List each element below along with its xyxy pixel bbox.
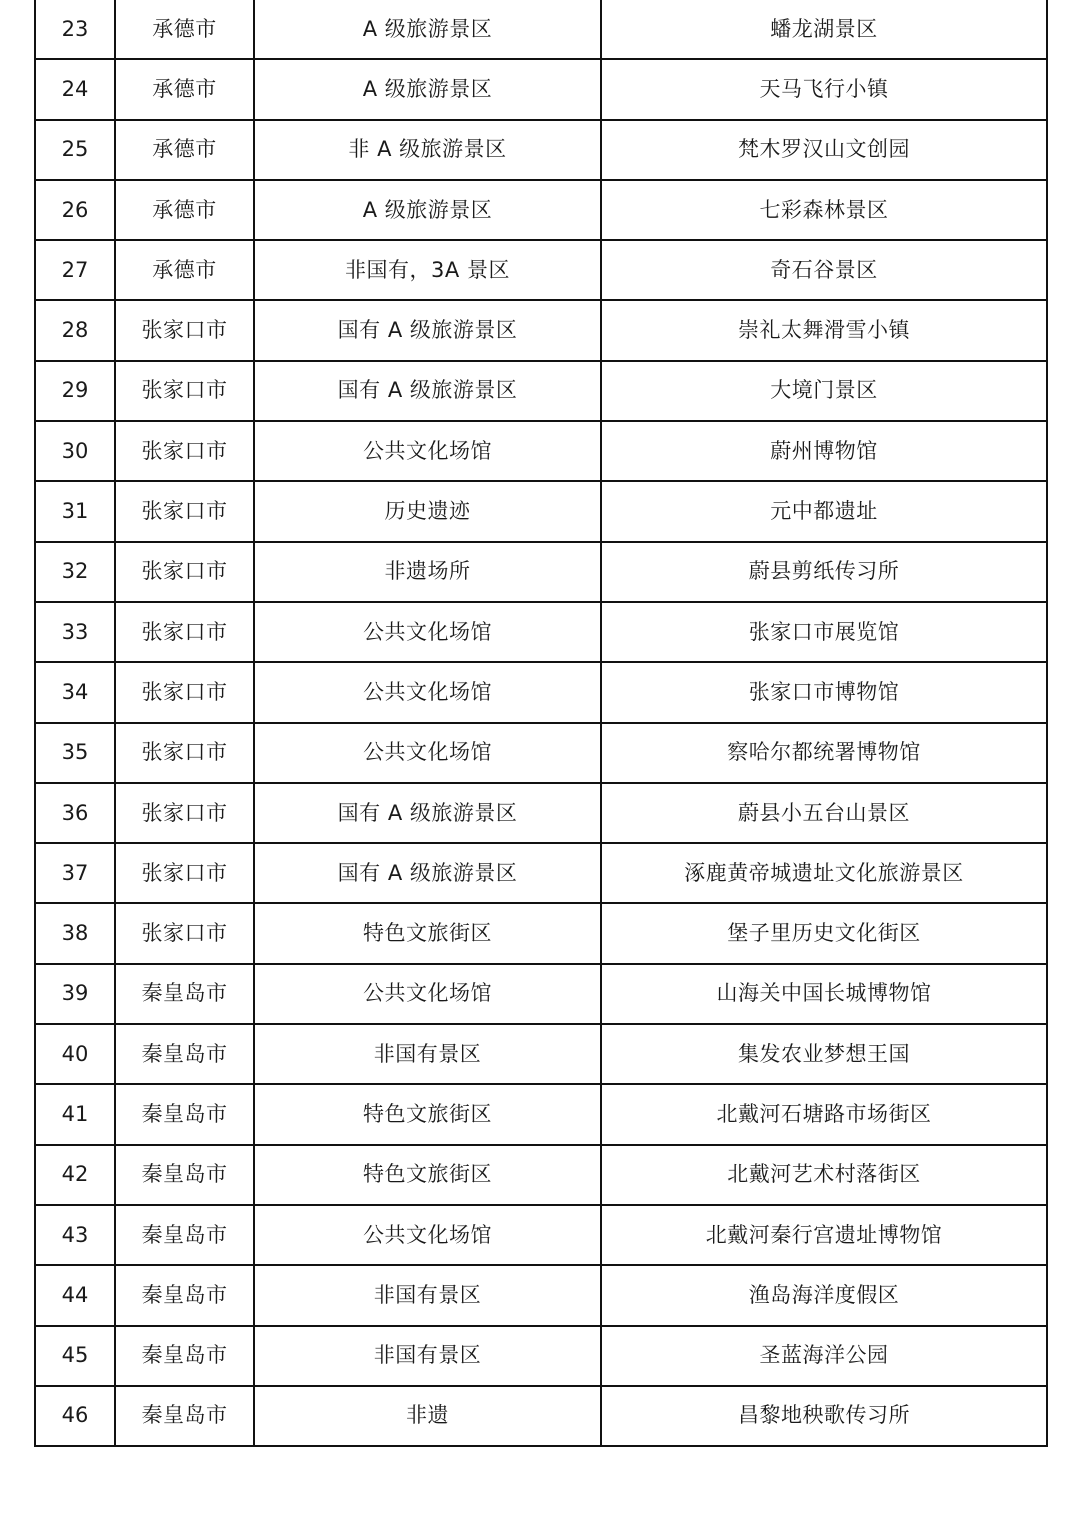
venue-name-cell: 梵木罗汉山文创园	[601, 120, 1047, 180]
table-row	[35, 361, 1047, 421]
row-number: 38	[35, 903, 115, 963]
row-number: 40	[35, 1024, 115, 1084]
city-cell: 承德市	[115, 59, 254, 119]
table-row	[35, 783, 1047, 843]
venue-name-cell: 集发农业梦想王国	[601, 1024, 1047, 1084]
venue-type-cell: 特色文旅街区	[254, 1084, 601, 1144]
city-cell: 张家口市	[115, 662, 254, 722]
venue-type-cell: A 级旅游景区	[254, 0, 601, 59]
city-cell: 承德市	[115, 240, 254, 300]
city-cell: 秦皇岛市	[115, 964, 254, 1024]
venue-name-cell: 蔚县小五台山景区	[601, 783, 1047, 843]
table-row	[35, 180, 1047, 240]
table-row	[35, 0, 1047, 59]
row-number: 30	[35, 421, 115, 481]
venue-type-cell: 非遗场所	[254, 542, 601, 602]
row-number: 34	[35, 662, 115, 722]
table-row	[35, 1265, 1047, 1325]
city-cell: 秦皇岛市	[115, 1386, 254, 1446]
city-cell: 张家口市	[115, 602, 254, 662]
venue-type-cell: 国有 A 级旅游景区	[254, 783, 601, 843]
table-row	[35, 481, 1047, 541]
table-row	[35, 1205, 1047, 1265]
table-row	[35, 240, 1047, 300]
venue-name-cell: 张家口市展览馆	[601, 602, 1047, 662]
table-row	[35, 421, 1047, 481]
row-number: 44	[35, 1265, 115, 1325]
table-row	[35, 903, 1047, 963]
venue-type-cell: 特色文旅街区	[254, 903, 601, 963]
city-cell: 张家口市	[115, 843, 254, 903]
venue-name-cell: 七彩森林景区	[601, 180, 1047, 240]
city-cell: 秦皇岛市	[115, 1205, 254, 1265]
city-cell: 张家口市	[115, 723, 254, 783]
venue-type-cell: 公共文化场馆	[254, 421, 601, 481]
row-number: 31	[35, 481, 115, 541]
venue-type-cell: 公共文化场馆	[254, 723, 601, 783]
venue-type-cell: 公共文化场馆	[254, 964, 601, 1024]
venue-type-cell: 非国有，3A 景区	[254, 240, 601, 300]
venue-name-cell: 北戴河秦行宫遗址博物馆	[601, 1205, 1047, 1265]
city-cell: 秦皇岛市	[115, 1084, 254, 1144]
table-body	[35, 0, 1047, 1446]
row-number: 26	[35, 180, 115, 240]
city-cell: 秦皇岛市	[115, 1326, 254, 1386]
city-cell: 张家口市	[115, 361, 254, 421]
venue-name-cell: 山海关中国长城博物馆	[601, 964, 1047, 1024]
city-cell: 张家口市	[115, 421, 254, 481]
venue-type-cell: 公共文化场馆	[254, 662, 601, 722]
venue-name-cell: 蔚县剪纸传习所	[601, 542, 1047, 602]
city-cell: 张家口市	[115, 481, 254, 541]
row-number: 41	[35, 1084, 115, 1144]
row-number: 33	[35, 602, 115, 662]
row-number: 27	[35, 240, 115, 300]
venue-name-cell: 蟠龙湖景区	[601, 0, 1047, 59]
venue-name-cell: 堡子里历史文化街区	[601, 903, 1047, 963]
venue-type-cell: 国有 A 级旅游景区	[254, 300, 601, 360]
row-number: 23	[35, 0, 115, 59]
city-cell: 张家口市	[115, 903, 254, 963]
row-number: 46	[35, 1386, 115, 1446]
venue-name-cell: 渔岛海洋度假区	[601, 1265, 1047, 1325]
venue-list-table	[34, 0, 1048, 1447]
row-number: 32	[35, 542, 115, 602]
table-row	[35, 1145, 1047, 1205]
city-cell: 秦皇岛市	[115, 1145, 254, 1205]
venue-type-cell: 公共文化场馆	[254, 1205, 601, 1265]
table-row	[35, 120, 1047, 180]
city-cell: 张家口市	[115, 542, 254, 602]
venue-name-cell: 崇礼太舞滑雪小镇	[601, 300, 1047, 360]
venue-type-cell: 国有 A 级旅游景区	[254, 843, 601, 903]
row-number: 24	[35, 59, 115, 119]
venue-type-cell: 特色文旅街区	[254, 1145, 601, 1205]
table-row	[35, 1084, 1047, 1144]
table-row	[35, 843, 1047, 903]
venue-name-cell: 北戴河艺术村落街区	[601, 1145, 1047, 1205]
venue-name-cell: 张家口市博物馆	[601, 662, 1047, 722]
venue-name-cell: 圣蓝海洋公园	[601, 1326, 1047, 1386]
venue-type-cell: 非国有景区	[254, 1326, 601, 1386]
city-cell: 承德市	[115, 120, 254, 180]
venue-name-cell: 奇石谷景区	[601, 240, 1047, 300]
table-row	[35, 542, 1047, 602]
row-number: 36	[35, 783, 115, 843]
venue-type-cell: 非国有景区	[254, 1024, 601, 1084]
venue-type-cell: 非国有景区	[254, 1265, 601, 1325]
venue-type-cell: 历史遗迹	[254, 481, 601, 541]
table-row	[35, 1024, 1047, 1084]
venue-type-cell: 国有 A 级旅游景区	[254, 361, 601, 421]
venue-name-cell: 大境门景区	[601, 361, 1047, 421]
table-row	[35, 300, 1047, 360]
table-row	[35, 723, 1047, 783]
city-cell: 承德市	[115, 180, 254, 240]
venue-name-cell: 昌黎地秧歌传习所	[601, 1386, 1047, 1446]
row-number: 29	[35, 361, 115, 421]
table-row	[35, 602, 1047, 662]
table-row	[35, 662, 1047, 722]
venue-type-cell: 公共文化场馆	[254, 602, 601, 662]
venue-type-cell: 非遗	[254, 1386, 601, 1446]
venue-type-cell: 非 A 级旅游景区	[254, 120, 601, 180]
row-number: 45	[35, 1326, 115, 1386]
venue-type-cell: A 级旅游景区	[254, 180, 601, 240]
row-number: 28	[35, 300, 115, 360]
venue-name-cell: 元中都遗址	[601, 481, 1047, 541]
row-number: 25	[35, 120, 115, 180]
city-cell: 承德市	[115, 0, 254, 59]
table-row	[35, 59, 1047, 119]
row-number: 42	[35, 1145, 115, 1205]
row-number: 43	[35, 1205, 115, 1265]
city-cell: 秦皇岛市	[115, 1024, 254, 1084]
venue-name-cell: 天马飞行小镇	[601, 59, 1047, 119]
row-number: 35	[35, 723, 115, 783]
row-number: 37	[35, 843, 115, 903]
city-cell: 张家口市	[115, 300, 254, 360]
venue-name-cell: 察哈尔都统署博物馆	[601, 723, 1047, 783]
city-cell: 秦皇岛市	[115, 1265, 254, 1325]
city-cell: 张家口市	[115, 783, 254, 843]
venue-name-cell: 蔚州博物馆	[601, 421, 1047, 481]
row-number: 39	[35, 964, 115, 1024]
venue-type-cell: A 级旅游景区	[254, 59, 601, 119]
table-row	[35, 1386, 1047, 1446]
table-row	[35, 964, 1047, 1024]
table-row	[35, 1326, 1047, 1386]
venue-name-cell: 北戴河石塘路市场街区	[601, 1084, 1047, 1144]
venue-name-cell: 涿鹿黄帝城遗址文化旅游景区	[601, 843, 1047, 903]
